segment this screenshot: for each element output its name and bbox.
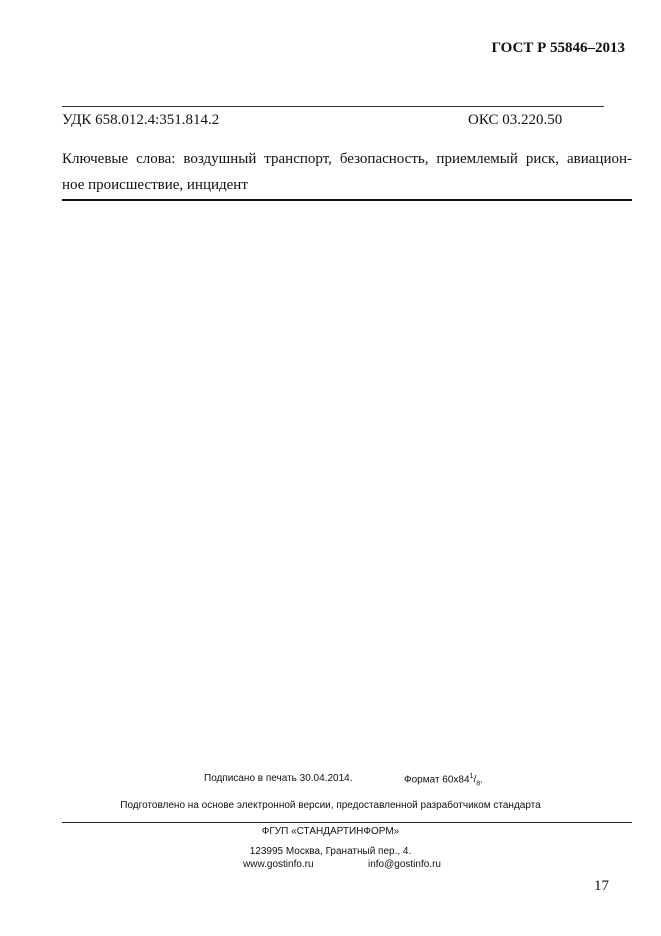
prepared-note: Подготовлено на основе электронной версии, предоставленной разработчиком стандарта [120,800,541,811]
format-suffix: . [480,774,483,786]
keywords-divider [62,199,632,201]
format-numerator: 1 [469,773,474,780]
keywords-line-2: ное происшествие, инцидент [62,177,248,193]
paper-format: Формат $60x84^1/_8$. [404,773,483,788]
header-divider [62,106,604,107]
oks-code: ОКС 03.220.50 [468,112,563,128]
format-denominator: 8 [476,780,481,788]
signed-for-print: Подписано в печать 30.04.2014. [204,773,353,784]
keywords-paragraph [62,146,632,198]
publisher-email: info@gostinfo.ru [368,859,441,870]
publisher-website: www.gostinfo.ru [243,859,314,870]
publisher-name: ФГУП «СТАНДАРТИНФОРМ» [261,826,400,837]
page-number: 17 [594,878,609,894]
footer-divider [62,822,632,823]
udk-code: УДК 658.012.4:351.814.2 [62,112,220,128]
standard-code: ГОСТ Р 55846–2013 [491,40,625,56]
keywords-line-1: Ключевые слова: воздушный транспорт, безопасность, приемлемый риск, авиацион- [62,151,632,167]
publisher-address: 123995 Москва, Гранатный пер., 4. [249,846,412,857]
format-prefix: Формат 60x84 [404,774,470,786]
